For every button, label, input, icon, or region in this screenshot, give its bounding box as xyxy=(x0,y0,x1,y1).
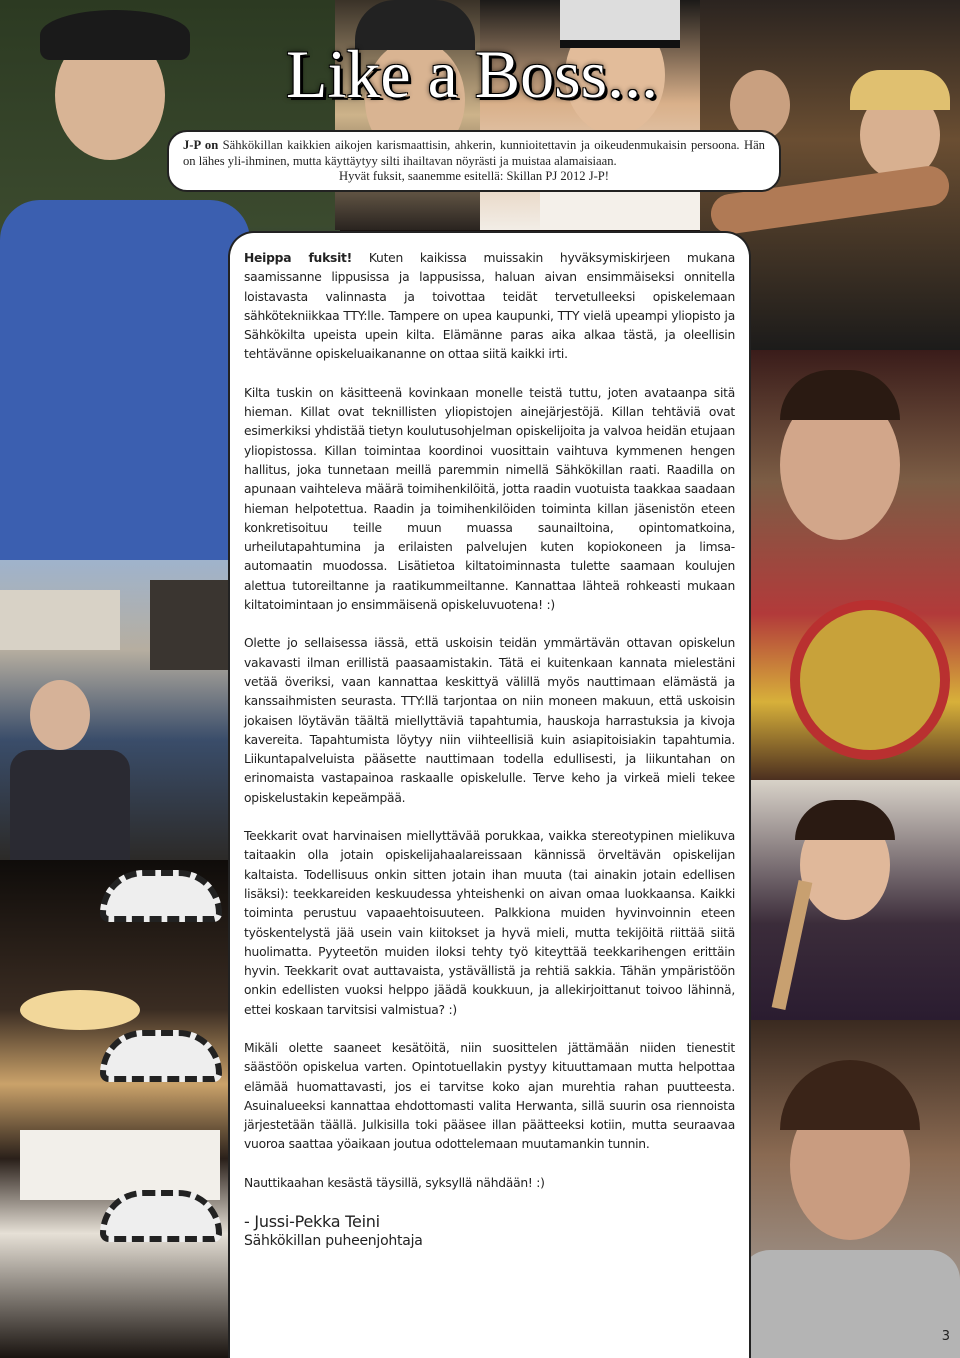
intro-text: Sähkökillan kaikkien aikojen karismaattisin, ahkerin, kunnioitettavin ja oikeudenmukaisin persoona. Hän on lähes yli-ihminen, mutta käyttäytyy silti ihailtavan nöyrästi ja muistaa alamaisiaan. xyxy=(183,138,765,168)
letter-box xyxy=(228,231,751,1358)
intro-caption xyxy=(167,130,781,192)
page-number: 3 xyxy=(941,1329,950,1344)
paragraph-1-text: Kuten kaikissa muissakin hyväksymiskirjeen mukana saamissanne lippusissa ja lappusissa, haluan aivan ensimmäiseksi onnitella loistavasta valinnasta ja toivottaa teidät tervetulleeksi opiskelemaan sähkötekniikkaa TTY:lle. Tampere on upea kaupunki, TTY vielä upeampi yliopisto ja Sähkökilta upeista upein kilta. Elämänne paras aika alkaa tästä, ja oleellisin tehtävänne opiskeluaikananne on ottaa siitä kaikki irti. xyxy=(244,251,735,362)
paragraph-5: Mikäli olette saaneet kesätöitä, niin suosittelen jättämään niiden tienestit säästöön opiskelua varten. Opintotuellakin pystyy kituuttamaan mutta helpottaa elämää huomattavasti, jos ei tarvitse koko ajan murehtia rahan puutteesta. Asuinalueeksi kannattaa ehdottomasti valita Herwanta, sillä suurin osa riennoista järjestetään täällä. Julkisilla toki pääsee illan päätteeksi kotiin, mutta seuraavaa vuoroa saattaa yöaikaan joutua odottelemaan muutamankin tunnin. xyxy=(244,1040,735,1152)
page-title: Like a Boss... xyxy=(286,36,659,112)
intro-closing: Hyvät fuksit, saanemme esitellä: Skillan PJ 2012 J-P! xyxy=(338,169,610,183)
photo-man-smoking xyxy=(740,1020,960,1358)
photo-man-glasses-cap xyxy=(335,0,485,230)
signature: - Jussi-Pekka Teini xyxy=(244,1212,380,1232)
paragraph-2: Kilta tuskin on käsitteenä kovinkaan monelle teistä tuttu, joten avataanpa sitä hieman. Killat ovat teknillisten yliopistojen ainejärjestöjä. Killan tehtäviä ovat esimerkiksi yhdistää tietyn koulutusohjelman opiskelijoita ja valvoa heidän etujaan yliopistossa. Killan toimintaa koordinoi vuosittain vaihtuva kymmenen hengen hallitus, joka tunnetaan meillä paremmin nimellä Sähkökillan raati. Raadilla on apunaan vaihteleva määrä toimihenkilöitä, jotta raadin vuotuista taakkaa saadaan hieman helpotettua. Raadin ja toimihenkilöiden toiminta killan jäsenistön eteen konkretisoituu teille muun muassa saunailtoina, opintomatkoina, urheilutapahtumina ja erilaisten palvelujen kuten kopiokoneen ja limsa-automaatin muodossa. Lisätietoa kiltatoiminnasta tulette saamaan koulujen alettua tutoreiltanne ja raatikummeiltanne. Kannattaa lähteä rohkeasti mukaan kiltatoimintaan jo ensimmäisenä opiskeluvuotena! :) xyxy=(244,385,735,613)
photo-riverside-picnic xyxy=(0,560,240,860)
intro-lead: J-P on xyxy=(183,138,219,152)
paragraph-3: Olette jo sellaisessa iässä, että uskoisin teidän ymmärtävän ottavan opiskelun vakavasti ilman erillistä paasaamistakin. Tätä ei kuitenkaan kannata mielestäni vetää överiksi, vaan kannattaa keskittyä välillä myös nauttimaan elämästä ja kanssaihmisten seurasta. TTY:llä tarjontaa on niin moneen makuun, että uskoisin jokaisen löytävän täältä miellyttäviä tapahtumia, hauskoja harrastuksia ja kivoja kavereita. Tapahtumista löytyy niin viihteellisiä kuin asiapitoisiakin tapahtumia. Liikuntapalveluista pääsette nauttimaan todella edullisesti, ja liikuntahan on erinomaista vastapainoa raskaalle opiskelulle. Terve keho ja virkeä mieli tekee opiskelustakin kepeämpää. xyxy=(244,636,735,805)
greeting: Heippa fuksit! xyxy=(244,251,353,265)
photo-championship-belt xyxy=(740,350,960,790)
photo-man-with-bat xyxy=(740,780,960,1020)
paragraph-6: Nauttikaahan kesästä täysillä, syksyllä nähdään! :) xyxy=(244,1175,545,1190)
paragraph-1 xyxy=(244,249,735,365)
paragraph-4: Teekkarit ovat harvinaisen miellyttävää porukkaa, vaikka stereotypinen mielikuva taitaakin olla jotain opiskelijahaalareissaan kännissä örveltävän opiskelijan kaltaista. Todellisuus onkin sitten jotain ihan muuta (tai ainakin jotain edellisen lisäksi): teekkareiden keskuudessa yhteishenki on aivan omaa luokkaansa. Kaikki toiminta perustuu vapaaehtoisuuteen. Palkkiona muiden hyvinvoinnin eteen työskentelystä jää usein vain kiitokset ja hyvä mieli, mutta tekijöitä riittää siitä huolimatta. Pyyteetön muiden iloksi tehty työ kiteyttää teekkarihengen erittäin hyvin. Teekkarit ovat auttavaista, ystävällistä ja rehtiä sakkia. Tähän ympäristöön onkin edellisten vuoksi helppo jäädä koukkuun, ja allekirjoittanut toivoo lähinnä, ettei koskaan tarvitsisi valmistua? :) xyxy=(244,829,735,1017)
photo-long-hair-patterned-cap xyxy=(480,0,710,230)
signature-role: Sähkökillan puheenjohtaja xyxy=(244,1233,423,1250)
photo-lamp-stripes xyxy=(0,860,240,1358)
